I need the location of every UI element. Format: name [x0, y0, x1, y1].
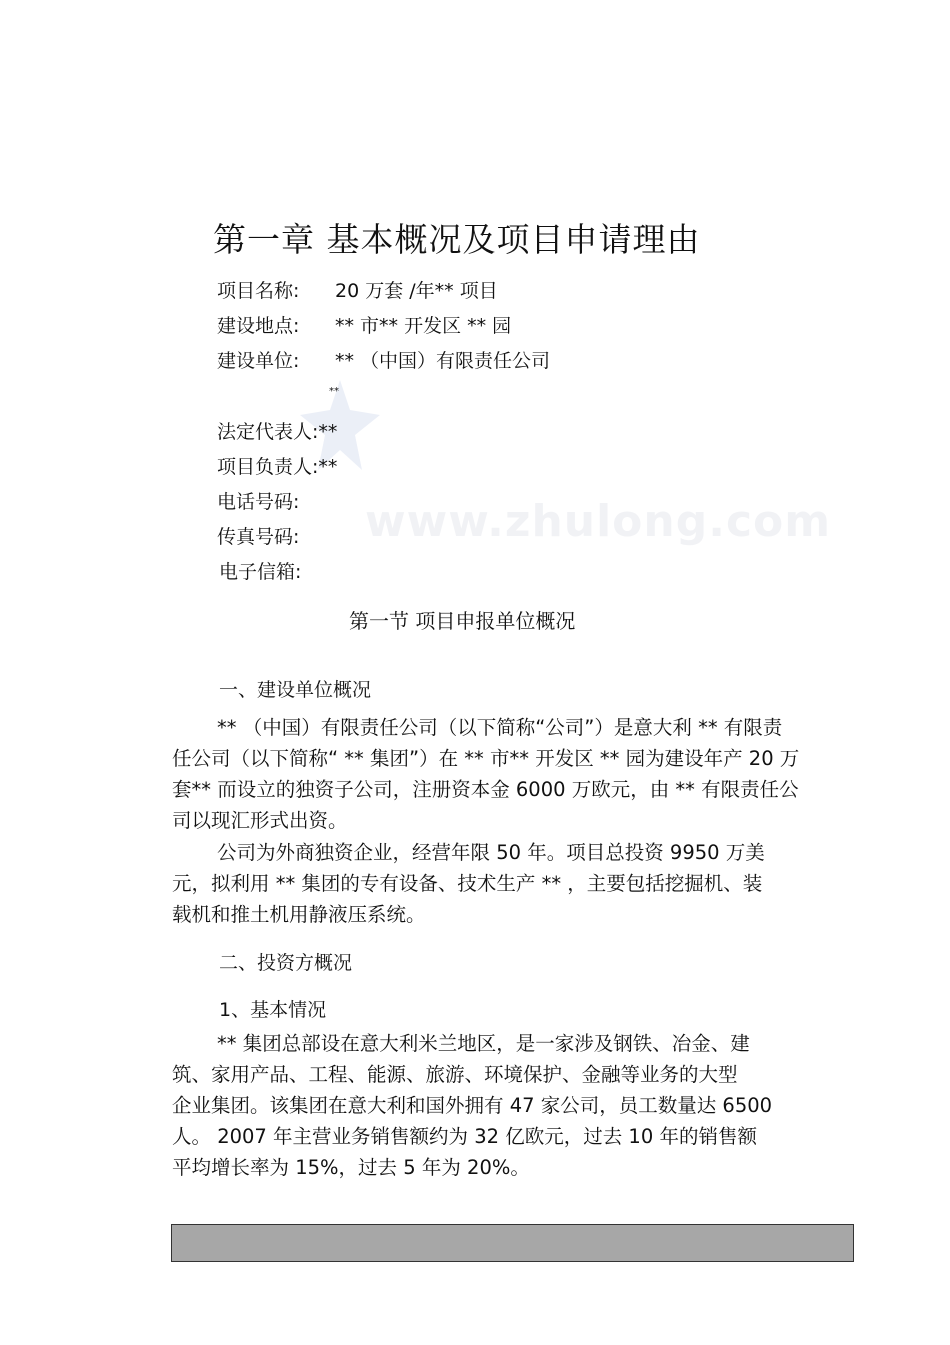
- paragraph-line: 筑、家用产品、工程、能源、旅游、环境保护、金融等业务的大型: [172, 1063, 738, 1086]
- paragraph-line: 人。 2007 年主营业务销售额约为 32 亿欧元，过去 10 年的销售额: [172, 1125, 757, 1148]
- paragraph-line: 平均增长率为 15%，过去 5 年为 20%。: [172, 1156, 530, 1179]
- info-row-location: [217, 311, 511, 338]
- paragraph-line: 任公司（以下简称“ ** 集团”）在 ** 市** 开发区 ** 园为建设年产 20 万: [172, 747, 800, 770]
- paragraph-group-info: [172, 1028, 852, 1183]
- small-star-mark: **: [329, 386, 339, 397]
- contact-row-email: [219, 557, 301, 584]
- info-label: 项目名称:: [217, 280, 300, 302]
- info-row-unit: [217, 346, 550, 373]
- paragraph-line: 载机和推土机用静液压系统。: [172, 903, 426, 926]
- info-row-project-name: [217, 276, 498, 303]
- paragraph-line: ** （中国）有限责任公司（以下简称“公司”）是意大利 ** 有限责: [217, 716, 783, 739]
- subhead-unit-overview: 一、建设单位概况: [219, 679, 372, 701]
- contact-label: 电话号码:: [217, 491, 300, 513]
- info-label: 建设单位:: [217, 350, 300, 372]
- footer-gray-bar: [171, 1224, 854, 1262]
- subhead-investor-overview: 二、投资方概况: [219, 952, 353, 974]
- info-value: ** 市** 开发区 ** 园: [335, 315, 512, 337]
- paragraph-line: ** 集团总部设在意大利米兰地区，是一家涉及钢铁、冶金、建: [217, 1032, 750, 1055]
- chapter-title: 第一章 基本概况及项目申请理由: [213, 220, 701, 259]
- contact-label: 电子信箱:: [219, 561, 302, 583]
- paragraph-line: 企业集团。该集团在意大利和国外拥有 47 家公司，员工数量达 6500: [172, 1094, 773, 1117]
- contact-label: 传真号码:: [217, 526, 300, 548]
- subhead-basic-info: 1、基本情况: [219, 999, 327, 1021]
- info-value: 20 万套 /年** 项目: [335, 280, 498, 302]
- contact-row-fax: [217, 522, 299, 549]
- contact-value: **: [318, 421, 338, 443]
- paragraph-line: 元，拟利用 ** 集团的专有设备、技术生产 ** ，主要包括挖掘机、装: [172, 872, 763, 895]
- watermark-text: www.zhulong.com: [365, 496, 832, 547]
- contact-row-manager: [217, 452, 337, 479]
- paragraph-line: 公司为外商独资企业，经营年限 50 年。项目总投资 9950 万美: [217, 841, 765, 864]
- info-label: 建设地点:: [217, 315, 300, 337]
- contact-row-phone: [217, 487, 299, 514]
- paragraph-unit-overview: [172, 712, 852, 836]
- contact-row-legal-rep: [217, 417, 337, 444]
- paragraph-company-info: [172, 837, 852, 930]
- paragraph-line: 套** 而设立的独资子公司，注册资本金 6000 万欧元，由 ** 有限责任公: [172, 778, 799, 801]
- section-title: 第一节 项目申报单位概况: [349, 609, 576, 633]
- contact-label: 项目负责人:: [217, 456, 319, 478]
- contact-value: **: [318, 456, 338, 478]
- contact-label: 法定代表人:: [217, 421, 319, 443]
- paragraph-line: 司以现汇形式出资。: [172, 809, 348, 832]
- info-value: ** （中国）有限责任公司: [335, 350, 551, 372]
